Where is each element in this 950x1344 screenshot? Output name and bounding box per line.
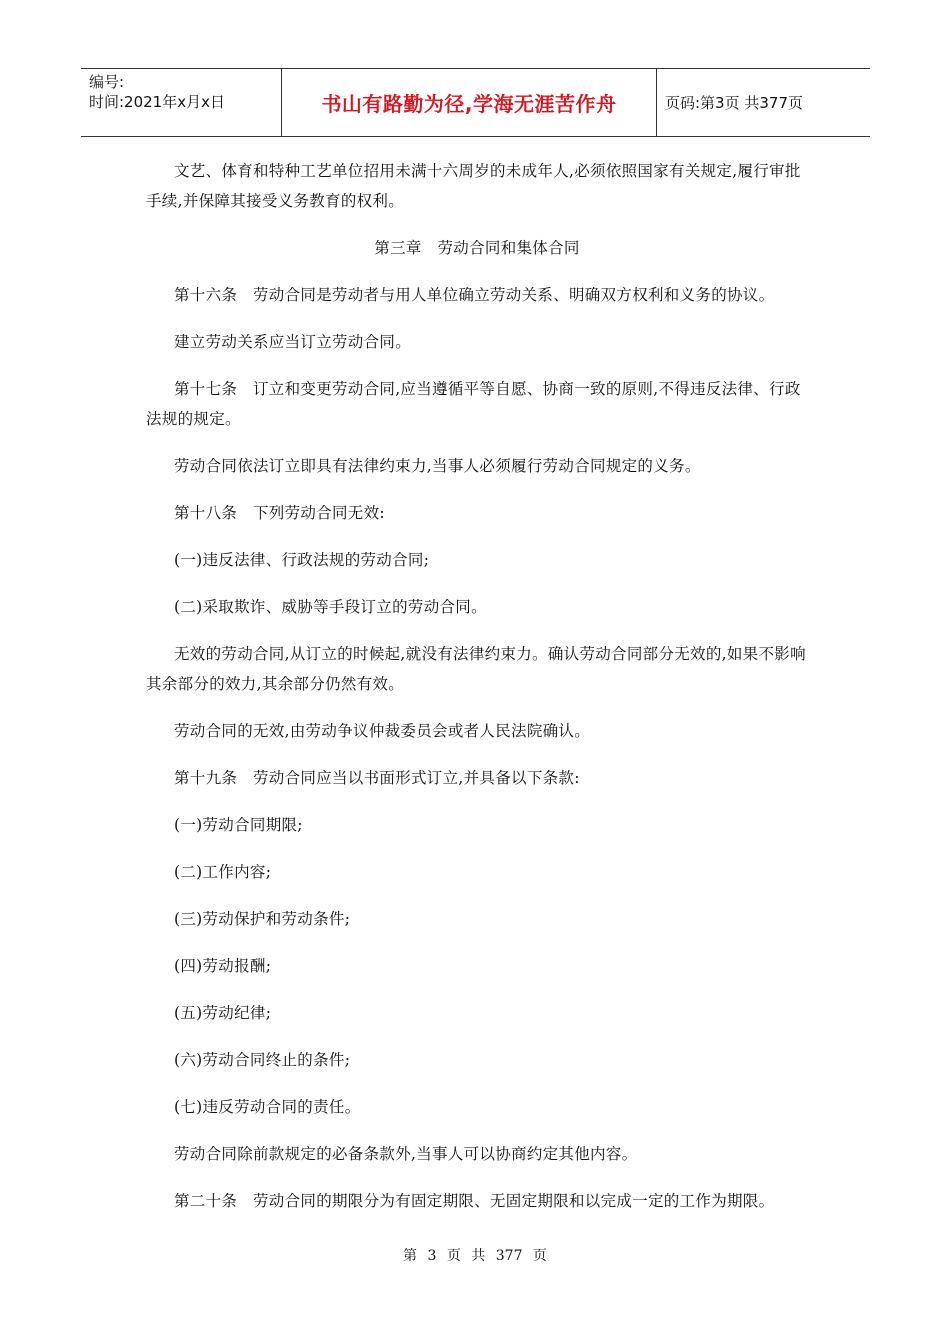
list-item: (二)工作内容; (174, 863, 272, 881)
article-paragraph: 第十七条 订立和变更劳动合同,应当遵循平等自愿、协商一致的原则,不得违反法律、行政法规的规定。 (146, 380, 801, 428)
header-page-cell (657, 69, 870, 136)
article-paragraph: 第二十条 劳动合同的期限分为有固定期限、无固定期限和以完成一定的工作为期限。 (174, 1192, 775, 1210)
page-header (81, 68, 870, 137)
chapter-heading: 第三章 劳动合同和集体合同 (374, 239, 580, 257)
list-item: (四)劳动报酬; (174, 957, 272, 975)
header-page-code: 页码:第3页 共377页 (665, 94, 803, 112)
document-number-label: 编号: (89, 73, 125, 91)
list-item: (一)违反法律、行政法规的劳动合同; (174, 551, 430, 569)
paragraph: 劳动合同依法订立即具有法律约束力,当事人必须履行劳动合同规定的义务。 (174, 457, 701, 475)
list-item: (二)采取欺诈、威胁等手段订立的劳动合同。 (174, 598, 487, 616)
paragraph: 无效的劳动合同,从订立的时候起,就没有法律约束力。确认劳动合同部分无效的,如果不影响其余部分的效力,其余部分仍然有效。 (146, 645, 806, 693)
list-item: (三)劳动保护和劳动条件; (174, 910, 351, 928)
list-item: (一)劳动合同期限; (174, 816, 303, 834)
document-body (146, 156, 808, 1233)
article-paragraph: 第十八条 下列劳动合同无效: (174, 504, 385, 522)
header-motto-cell (282, 69, 657, 136)
paragraph: 建立劳动关系应当订立劳动合同。 (174, 333, 412, 351)
paragraph: 劳动合同的无效,由劳动争议仲裁委员会或者人民法院确认。 (174, 722, 591, 740)
list-item: (七)违反劳动合同的责任。 (174, 1098, 361, 1116)
page-footer: 第 3 页 共 377 页 (403, 1248, 547, 1264)
list-item: (五)劳动纪律; (174, 1004, 272, 1022)
document-time-label: 时间:2021年x月x日 (89, 93, 225, 111)
article-paragraph: 第十六条 劳动合同是劳动者与用人单位确立劳动关系、明确双方权利和义务的协议。 (174, 286, 775, 304)
header-meta-cell (81, 69, 282, 136)
header-motto: 书山有路勤为径,学海无涯苦作舟 (321, 92, 617, 116)
article-paragraph: 第十九条 劳动合同应当以书面形式订立,并具备以下条款: (174, 769, 580, 787)
list-item: (六)劳动合同终止的条件; (174, 1051, 351, 1069)
paragraph: 文艺、体育和特种工艺单位招用未满十六周岁的未成年人,必须依照国家有关规定,履行审批手续,并保障其接受义务教育的权利。 (146, 162, 801, 210)
paragraph: 劳动合同除前款规定的必备条款外,当事人可以协商约定其他内容。 (174, 1145, 638, 1163)
